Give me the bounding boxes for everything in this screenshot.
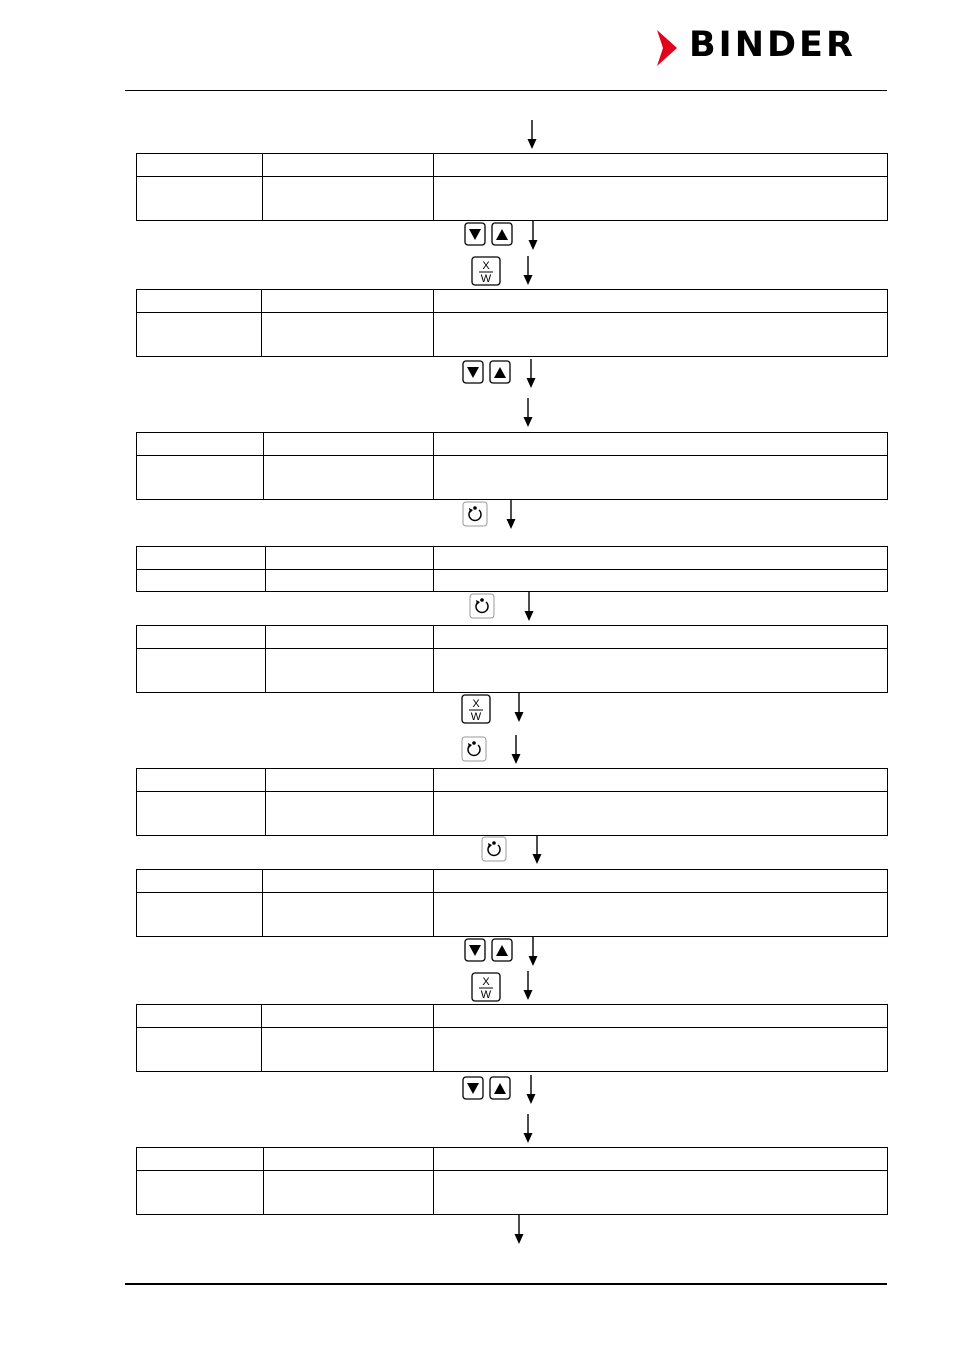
table-header-row — [137, 547, 888, 570]
table-header-row — [137, 769, 888, 792]
cycle-key-icon — [481, 836, 507, 862]
cycle-key-icon — [461, 736, 487, 762]
cycle-key-icon — [462, 501, 488, 527]
table-cell — [266, 769, 434, 792]
table-cell — [137, 1148, 264, 1171]
arrow-up-key-icon — [489, 1076, 511, 1100]
table-cell — [263, 893, 434, 937]
settings-table — [136, 869, 888, 937]
footer-rule — [125, 1283, 887, 1285]
table-cell — [137, 456, 264, 500]
table-cell — [137, 290, 262, 313]
table-cell — [264, 1148, 434, 1171]
table-row — [137, 456, 888, 500]
table-cell — [434, 177, 888, 221]
svg-text:X: X — [482, 976, 490, 988]
svg-text:W: W — [470, 711, 482, 723]
flow-arrow-icon — [525, 1075, 537, 1105]
settings-table — [136, 625, 888, 693]
flow-arrow-icon — [523, 592, 535, 622]
table-cell — [137, 870, 263, 893]
svg-text:X: X — [482, 260, 490, 272]
svg-text:X: X — [472, 698, 480, 710]
table-cell — [266, 649, 434, 693]
table-row — [137, 1171, 888, 1215]
arrow-down-key-icon — [464, 938, 486, 962]
flow-arrow-icon — [522, 256, 534, 286]
table-cell — [137, 626, 266, 649]
table-cell — [137, 313, 262, 357]
binder-logo-mark-icon — [655, 30, 681, 66]
arrow-down-key-icon — [462, 1076, 484, 1100]
logo-wordmark: BINDER — [689, 25, 856, 65]
table-cell — [137, 769, 266, 792]
table-header-row — [137, 154, 888, 177]
table-cell — [434, 456, 888, 500]
flow-arrow-icon — [522, 398, 534, 428]
table-cell — [137, 177, 263, 221]
table-cell — [264, 456, 434, 500]
table-cell — [266, 547, 434, 570]
table-row — [137, 313, 888, 357]
table-cell — [262, 290, 434, 313]
table-cell — [434, 792, 888, 836]
table-row — [137, 893, 888, 937]
arrow-down-key-icon — [462, 360, 484, 384]
table-cell — [264, 1171, 434, 1215]
table-cell — [263, 870, 434, 893]
flow-arrow-icon — [510, 735, 522, 765]
table-row — [137, 649, 888, 693]
table-cell — [137, 570, 266, 592]
table-header-row — [137, 870, 888, 893]
table-row — [137, 177, 888, 221]
settings-table — [136, 153, 888, 221]
table-cell — [434, 313, 888, 357]
table-cell — [263, 177, 434, 221]
table-header-row — [137, 626, 888, 649]
table-cell — [434, 1148, 888, 1171]
table-cell — [137, 154, 263, 177]
svg-text:W: W — [480, 989, 492, 1001]
flow-arrow-icon — [526, 120, 538, 150]
flow-arrow-icon — [525, 359, 537, 389]
xw-key-icon — [471, 972, 501, 1002]
table-cell — [137, 792, 266, 836]
table-cell — [262, 1005, 434, 1028]
table-cell — [266, 792, 434, 836]
table-cell — [266, 626, 434, 649]
table-cell — [264, 433, 434, 456]
arrow-up-key-icon — [489, 360, 511, 384]
table-cell — [434, 1028, 888, 1072]
flow-arrow-icon — [531, 835, 543, 865]
flow-arrow-icon — [513, 693, 525, 723]
table-header-row — [137, 1005, 888, 1028]
settings-table — [136, 289, 888, 357]
settings-table — [136, 546, 888, 592]
settings-table — [136, 1004, 888, 1072]
table-cell — [434, 433, 888, 456]
table-header-row — [137, 1148, 888, 1171]
table-cell — [266, 570, 434, 592]
table-cell — [434, 154, 888, 177]
table-cell — [263, 154, 434, 177]
table-cell — [434, 870, 888, 893]
cycle-key-icon — [469, 593, 495, 619]
arrow-up-key-icon — [491, 222, 513, 246]
table-cell — [434, 893, 888, 937]
settings-table — [136, 432, 888, 500]
flow-arrow-icon — [522, 1114, 534, 1144]
table-cell — [434, 769, 888, 792]
arrow-up-key-icon — [491, 938, 513, 962]
settings-table — [136, 768, 888, 836]
table-cell — [137, 547, 266, 570]
flow-arrow-icon — [505, 500, 517, 530]
table-header-row — [137, 433, 888, 456]
table-header-row — [137, 290, 888, 313]
table-cell — [137, 893, 263, 937]
table-row — [137, 792, 888, 836]
table-cell — [434, 1171, 888, 1215]
table-cell — [137, 1171, 264, 1215]
table-cell — [137, 433, 264, 456]
flow-arrow-icon — [527, 221, 539, 251]
table-cell — [434, 547, 888, 570]
xw-key-icon — [471, 256, 501, 286]
svg-text:W: W — [480, 273, 492, 285]
table-cell — [137, 1028, 262, 1072]
table-cell — [262, 1028, 434, 1072]
flow-arrow-icon — [522, 971, 534, 1001]
table-cell — [434, 1005, 888, 1028]
arrow-down-key-icon — [464, 222, 486, 246]
table-cell — [434, 626, 888, 649]
flow-arrow-icon — [513, 1215, 525, 1245]
binder-logo — [655, 25, 890, 68]
table-row — [137, 570, 888, 592]
table-cell — [434, 290, 888, 313]
table-cell — [137, 1005, 262, 1028]
table-cell — [137, 649, 266, 693]
table-row — [137, 1028, 888, 1072]
table-cell — [262, 313, 434, 357]
xw-key-icon — [461, 694, 491, 724]
table-cell — [434, 649, 888, 693]
settings-table — [136, 1147, 888, 1215]
flow-arrow-icon — [527, 937, 539, 967]
header-rule — [125, 90, 887, 91]
table-cell — [434, 570, 888, 592]
